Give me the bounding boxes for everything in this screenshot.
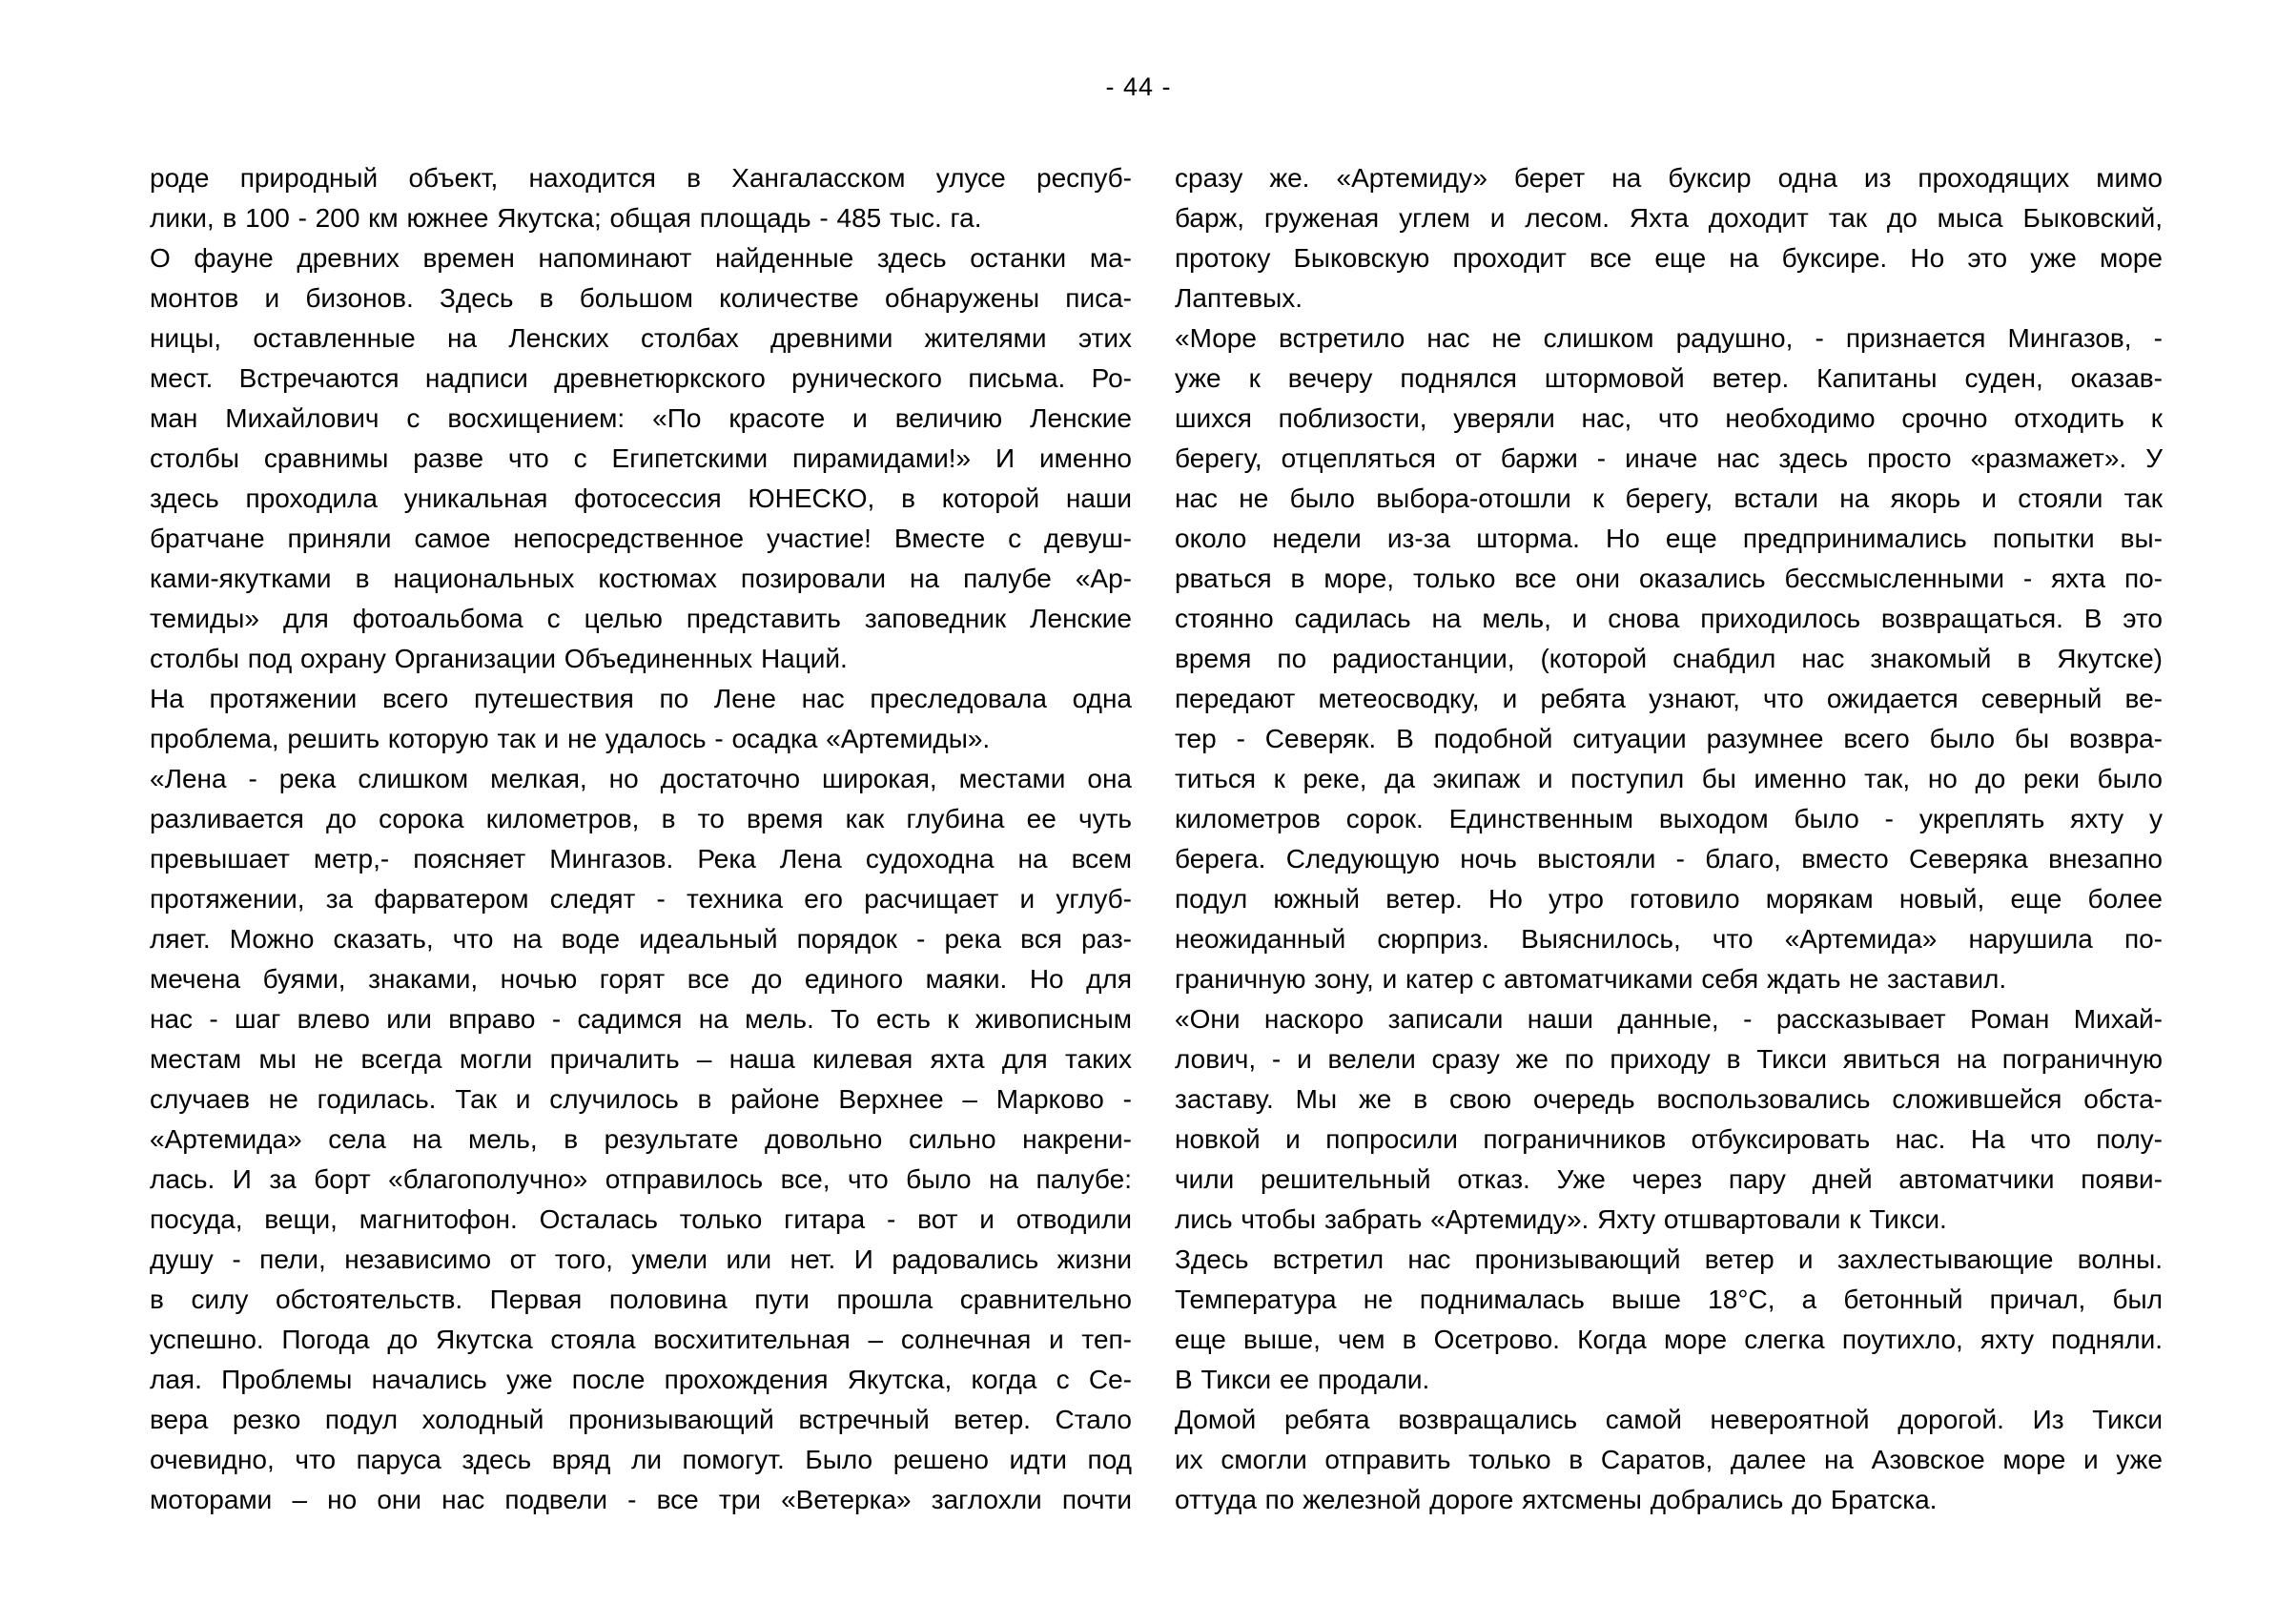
text-line: заставу. Мы же в свою очередь воспользовались сложившейся обста-: [1175, 1084, 2163, 1114]
page-number: - 44 -: [1105, 72, 1172, 101]
text-line: роде природный объект, находится в Хангаласском улусе респуб-: [150, 163, 1132, 193]
text-line: вера резко подул холодный пронизывающий встречный ветер. Стало: [150, 1405, 1132, 1434]
text-line: уже к вечеру поднялся штормовой ветер. Капитаны суден, оказав-: [1175, 363, 2163, 393]
text-line: рваться в море, только все они оказались бессмысленными - яхта по-: [1175, 564, 2163, 593]
text-line: лая. Проблемы начались уже после прохождения Якутска, когда с Се-: [150, 1365, 1132, 1394]
text-line: еще выше, чем в Осетрово. Когда море слегка поутихло, яхту подняли.: [1175, 1325, 2163, 1354]
text-line: лись чтобы забрать «Артемиду». Яхту отшвартовали к Тикси.: [1175, 1204, 1947, 1234]
text-line: братчане приняли самое непосредственное участие! Вместе с девуш-: [150, 524, 1132, 553]
text-line: граничную зону, и катер с автоматчиками себя ждать не заставил.: [1175, 964, 2007, 994]
text-line: столбы сравнимы разве что с Египетскими пирамидами!» И именно: [150, 443, 1132, 473]
text-line: местам мы не всегда могли причалить – наша килевая яхта для таких: [150, 1044, 1132, 1074]
text-line: стоянно садилась на мель, и снова приходилось возвращаться. В это: [1175, 604, 2163, 633]
text-line: О фауне древних времен напоминают найденные здесь останки ма-: [150, 243, 1132, 273]
text-line: «Море встретило нас не слишком радушно, - признается Мингазов, -: [1175, 323, 2163, 353]
text-line: их смогли отправить только в Саратов, далее на Азовское море и уже: [1175, 1445, 2163, 1474]
text-line: лась. И за борт «благополучно» отправилось все, что было на палубе:: [150, 1164, 1132, 1194]
text-line: нас не было выбора-отошли к берегу, встали на якорь и стояли так: [1175, 483, 2163, 513]
text-line: случаев не годилась. Так и случилось в районе Верхнее – Марково -: [150, 1084, 1132, 1114]
text-line: «Лена - река слишком мелкая, но достаточно широкая, местами она: [150, 764, 1132, 793]
text-line: около недели из-за шторма. Но еще предпринимались попытки вы-: [1175, 524, 2163, 553]
text-line: столбы под охрану Организации Объединенных Наций.: [150, 644, 848, 673]
text-line: новкой и попросили пограничников отбуксировать нас. На что полу-: [1175, 1124, 2163, 1154]
text-line: успешно. Погода до Якутска стояла восхитительная – солнечная и теп-: [150, 1325, 1132, 1354]
text-line: Лаптевых.: [1175, 283, 1303, 313]
text-line: чили решительный отказ. Уже через пару дней автоматчики появи-: [1175, 1164, 2163, 1194]
text-line: берегу, отцепляться от баржи - иначе нас здесь просто «размажет». У: [1175, 443, 2163, 473]
text-line: На протяжении всего путешествия по Лене нас преследовала одна: [150, 684, 1132, 713]
text-line: очевидно, что паруса здесь вряд ли помогут. Было решено идти под: [150, 1445, 1132, 1474]
text-line: ляет. Можно сказать, что на воде идеальный порядок - река вся раз-: [150, 924, 1132, 954]
text-line: в силу обстоятельств. Первая половина пути прошла сравнительно: [150, 1285, 1132, 1314]
text-line: душу - пели, независимо от того, умели или нет. И радовались жизни: [150, 1244, 1132, 1274]
text-line: неожиданный сюрприз. Выяснилось, что «Артемида» нарушила по-: [1175, 924, 2163, 954]
text-line: Здесь встретил нас пронизывающий ветер и захлестывающие волны.: [1175, 1244, 2163, 1274]
text-line: берега. Следующую ночь выстояли - благо, вместо Северяка внезапно: [1175, 844, 2163, 874]
text-line: превышает метр,- поясняет Мингазов. Река Лена судоходна на всем: [150, 844, 1132, 874]
text-line: сразу же. «Артемиду» берет на буксир одна из проходящих мимо: [1175, 163, 2163, 193]
text-line: протяжении, за фарватером следят - техника его расчищает и углуб-: [150, 884, 1132, 914]
text-line: В Тикси ее продали.: [1175, 1365, 1430, 1394]
text-line: ницы, оставленные на Ленских столбах древними жителями этих: [150, 323, 1132, 353]
text-line: подул южный ветер. Но утро готовило морякам новый, еще более: [1175, 884, 2163, 914]
text-column-left: [150, 158, 1132, 1520]
text-line: шихся поблизости, уверяли нас, что необходимо срочно отходить к: [1175, 403, 2163, 433]
text-line: разливается до сорока километров, в то время как глубина ее чуть: [150, 804, 1132, 833]
text-line: время по радиостанции, (которой снабдил нас знакомый в Якутске): [1175, 644, 2163, 673]
text-line: ками-якутками в национальных костюмах позировали на палубе «Ар-: [150, 564, 1132, 593]
text-line: «Артемида» села на мель, в результате довольно сильно накрени-: [150, 1124, 1132, 1154]
text-line: посуда, вещи, магнитофон. Осталась только гитара - вот и отводили: [150, 1204, 1132, 1234]
text-line: ман Михайлович с восхищением: «По красоте и величию Ленские: [150, 403, 1132, 433]
text-line: монтов и бизонов. Здесь в большом количестве обнаружены писа-: [150, 283, 1132, 313]
text-line: километров сорок. Единственным выходом было - укреплять яхту у: [1175, 804, 2163, 833]
text-column-right: [1175, 158, 2163, 1520]
text-line: мечена буями, знаками, ночью горят все до единого маяки. Но для: [150, 964, 1132, 994]
text-line: моторами – но они нас подвели - все три «Ветерка» заглохли почти: [150, 1485, 1132, 1514]
text-line: протоку Быковскую проходит все еще на буксире. Но это уже море: [1175, 243, 2163, 273]
text-line: мест. Встречаются надписи древнетюркского рунического письма. Ро-: [150, 363, 1132, 393]
text-line: барж, груженая углем и лесом. Яхта доходит так до мыса Быковский,: [1175, 203, 2163, 233]
text-line: лович, - и велели сразу же по приходу в Тикси явиться на пограничную: [1175, 1044, 2163, 1074]
text-line: «Они наскоро записали наши данные, - рассказывает Роман Михай-: [1175, 1004, 2163, 1034]
text-line: Температура не поднималась выше 18°С, а бетонный причал, был: [1175, 1285, 2163, 1314]
text-line: здесь проходила уникальная фотосессия ЮНЕСКО, в которой наши: [150, 483, 1132, 513]
text-line: передают метеосводку, и ребята узнают, что ожидается северный ве-: [1175, 684, 2163, 713]
text-line: темиды» для фотоальбома с целью представить заповедник Ленские: [150, 604, 1132, 633]
text-line: проблема, решить которую так и не удалось - осадка «Артемиды».: [150, 724, 991, 753]
text-line: лики, в 100 - 200 км южнее Якутска; общая площадь - 485 тыс. га.: [150, 203, 982, 233]
text-line: оттуда по железной дороге яхтсмены добрались до Братска.: [1175, 1485, 1938, 1514]
text-line: Домой ребята возвращались самой невероятной дорогой. Из Тикси: [1175, 1405, 2163, 1434]
text-line: нас - шаг влево или вправо - садимся на мель. То есть к живописным: [150, 1004, 1132, 1034]
text-line: тер - Северяк. В подобной ситуации разумнее всего было бы возвра-: [1175, 724, 2163, 753]
text-line: титься к реке, да экипаж и поступил бы именно так, но до реки было: [1175, 764, 2163, 793]
